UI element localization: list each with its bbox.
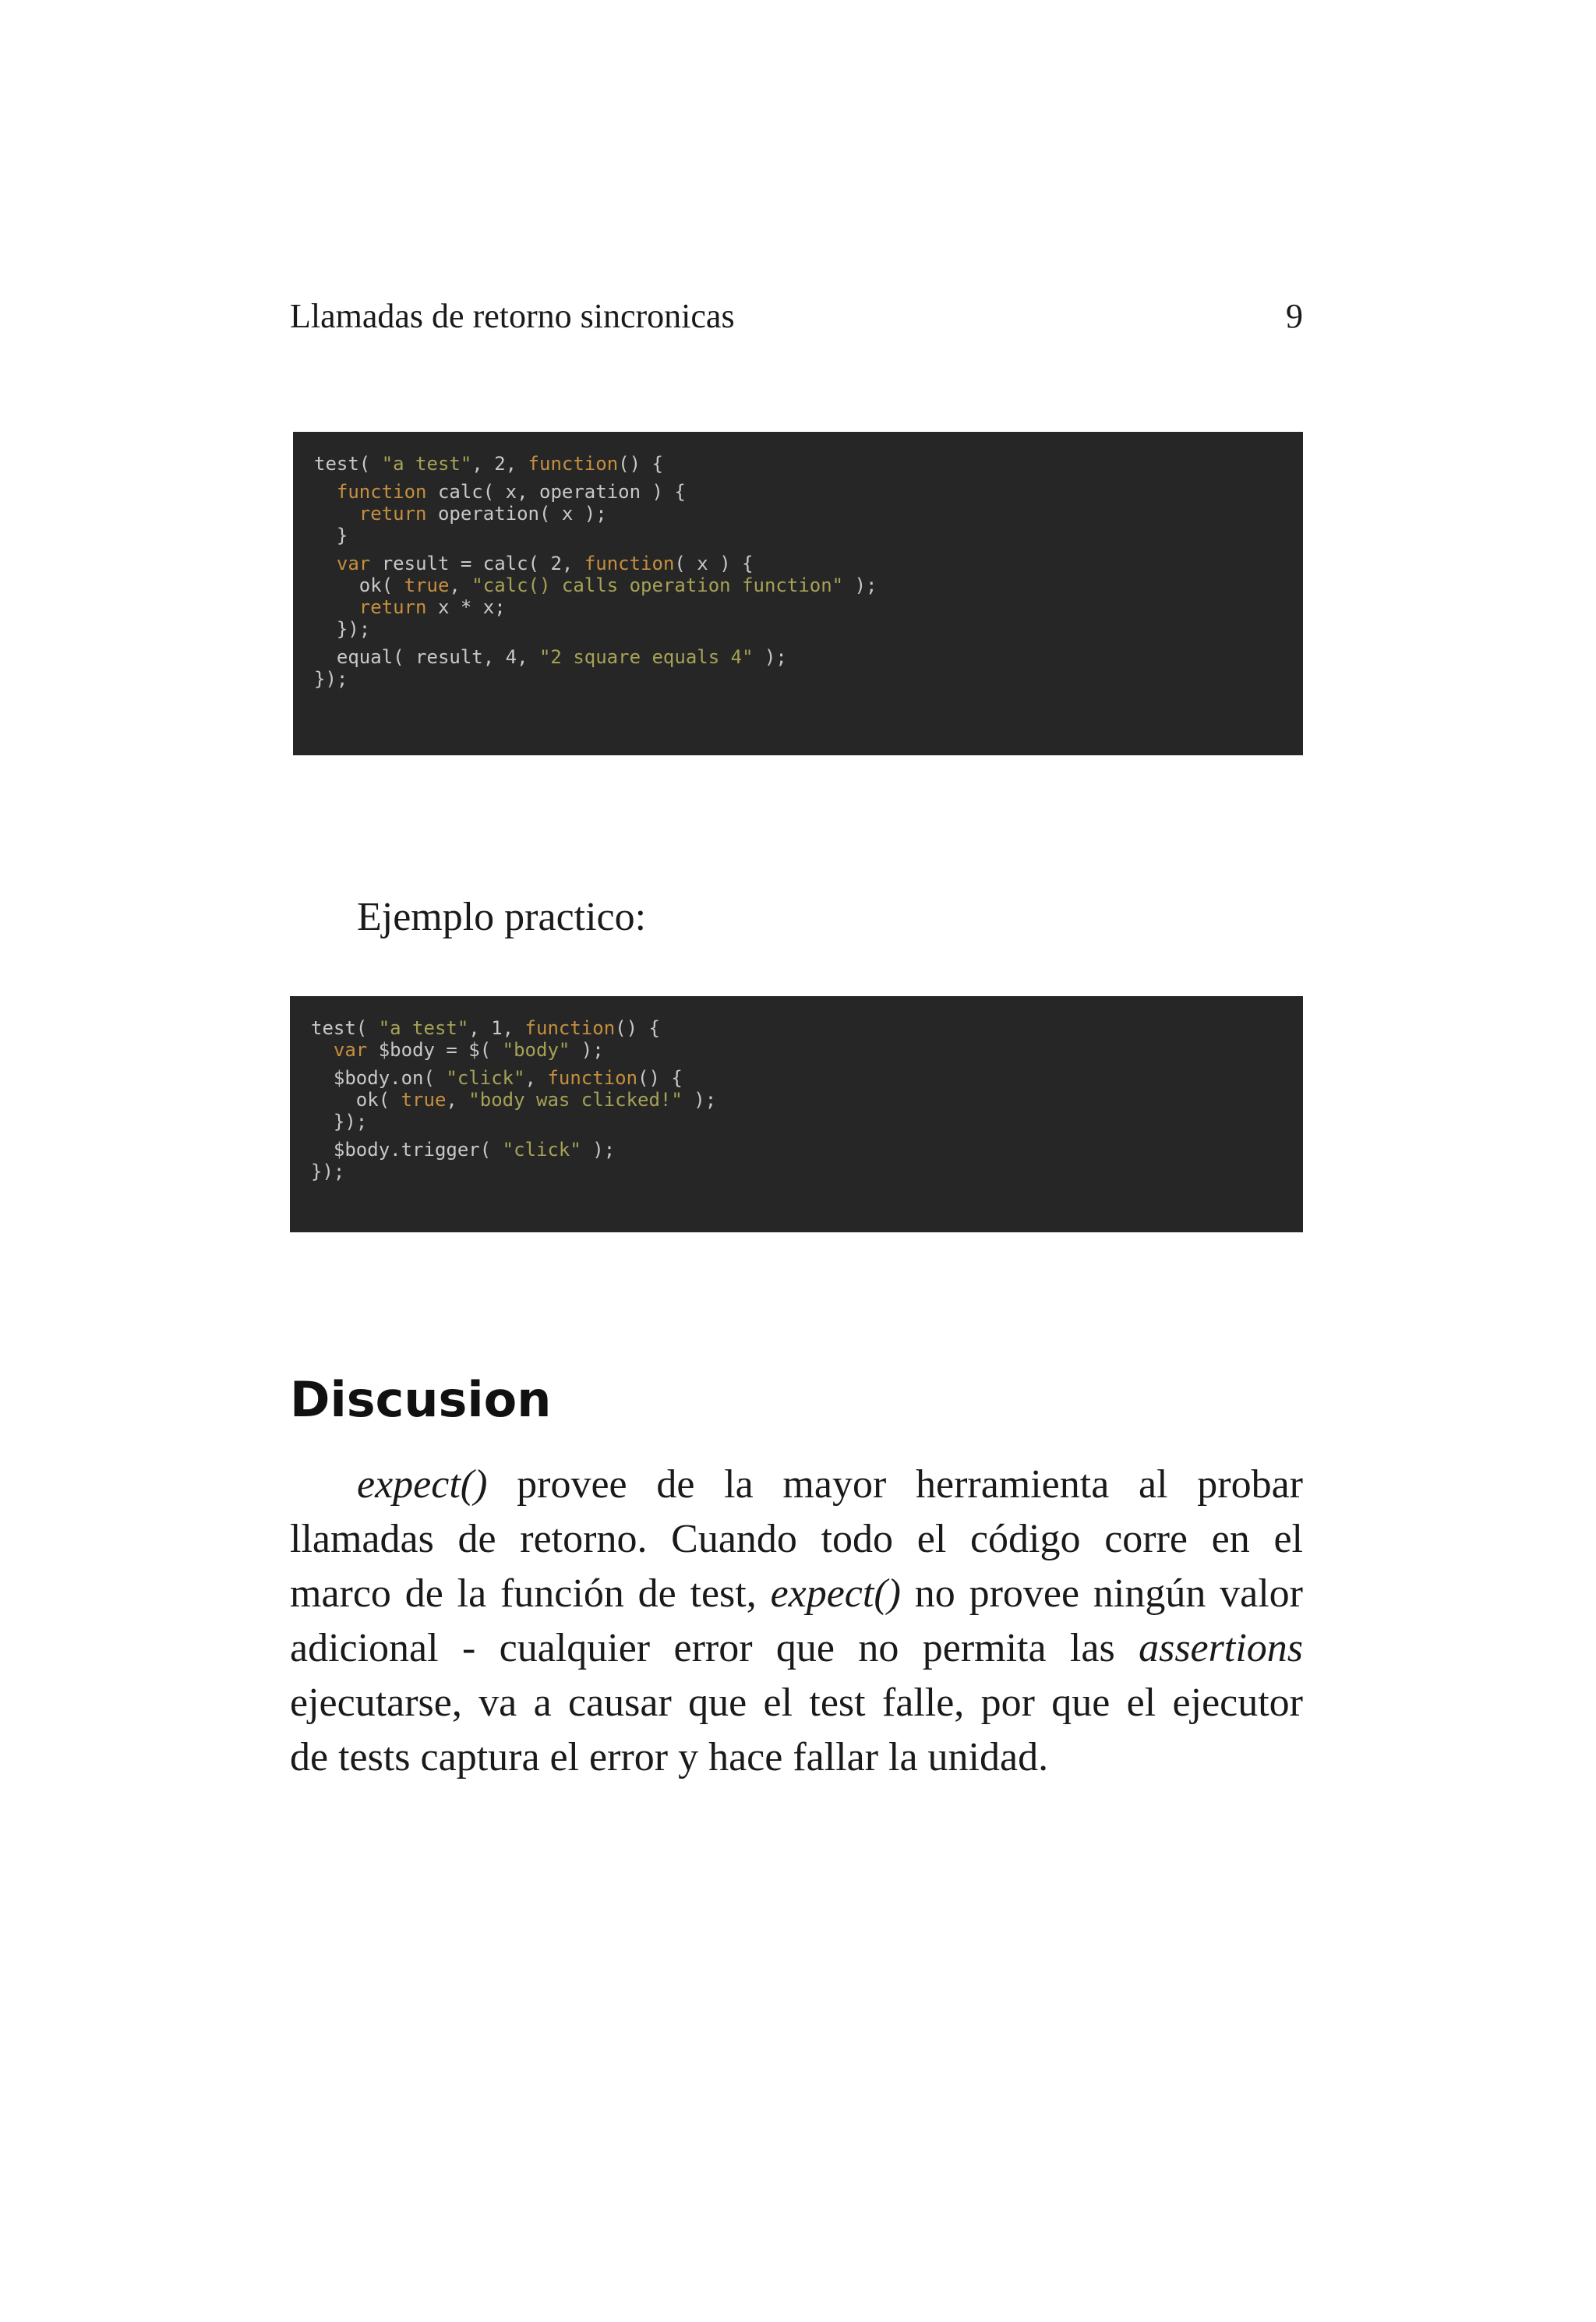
code-line: }); xyxy=(311,1161,345,1182)
code-line: test( "a test", 1, function() { xyxy=(311,1017,660,1039)
code-line: } xyxy=(314,525,348,546)
code-block-practical-example xyxy=(290,996,1303,1232)
code-block-callback-example xyxy=(293,432,1303,755)
section-heading: Discusion xyxy=(290,1371,552,1428)
code-line: return x * x; xyxy=(358,596,506,618)
code-line: equal( result, 4, "2 square equals 4" ); xyxy=(314,646,787,668)
code-line: ok( true, "calc() calls operation function" ); xyxy=(314,574,877,596)
code-line: }); xyxy=(311,1111,368,1133)
code-line: $body.trigger( "click" ); xyxy=(311,1139,616,1161)
code-line: return operation( x ); xyxy=(358,503,607,525)
page-header xyxy=(290,293,1303,340)
example-label: Ejemplo practico: xyxy=(357,895,647,939)
code-line: function calc( x, operation ) { xyxy=(336,481,686,503)
code-line: var $body = $( "body" ); xyxy=(333,1039,604,1061)
code-line: }); xyxy=(314,668,348,690)
discussion-paragraph xyxy=(290,1458,1303,1785)
paragraph-line: de tests captura el error y hace fallar la unidad. xyxy=(290,1735,1049,1779)
page-number: 9 xyxy=(1286,297,1303,335)
code-line: ok( true, "body was clicked!" ); xyxy=(311,1089,717,1111)
code-line: }); xyxy=(314,618,371,640)
code-line: var result = calc( 2, function( x ) { xyxy=(336,553,754,574)
running-header-title: Llamadas de retorno sincronicas xyxy=(290,297,735,335)
paragraph-line: ejecutarse, va a causar que el test falle, por que el ejecutor xyxy=(290,1681,1303,1725)
code-line: test( "a test", 2, function() { xyxy=(314,453,663,475)
paragraph-line: expect() provee de la mayor herramienta al probar xyxy=(357,1462,1303,1507)
paragraph-line: llamadas de retorno. Cuando todo el código corre en el xyxy=(290,1517,1303,1561)
paragraph-line: marco de la función de test, expect() no provee ningún valor xyxy=(290,1571,1303,1616)
paragraph-line: adicional - cualquier error que no permita las assertions xyxy=(290,1626,1303,1670)
code-line: $body.on( "click", function() { xyxy=(311,1067,683,1089)
